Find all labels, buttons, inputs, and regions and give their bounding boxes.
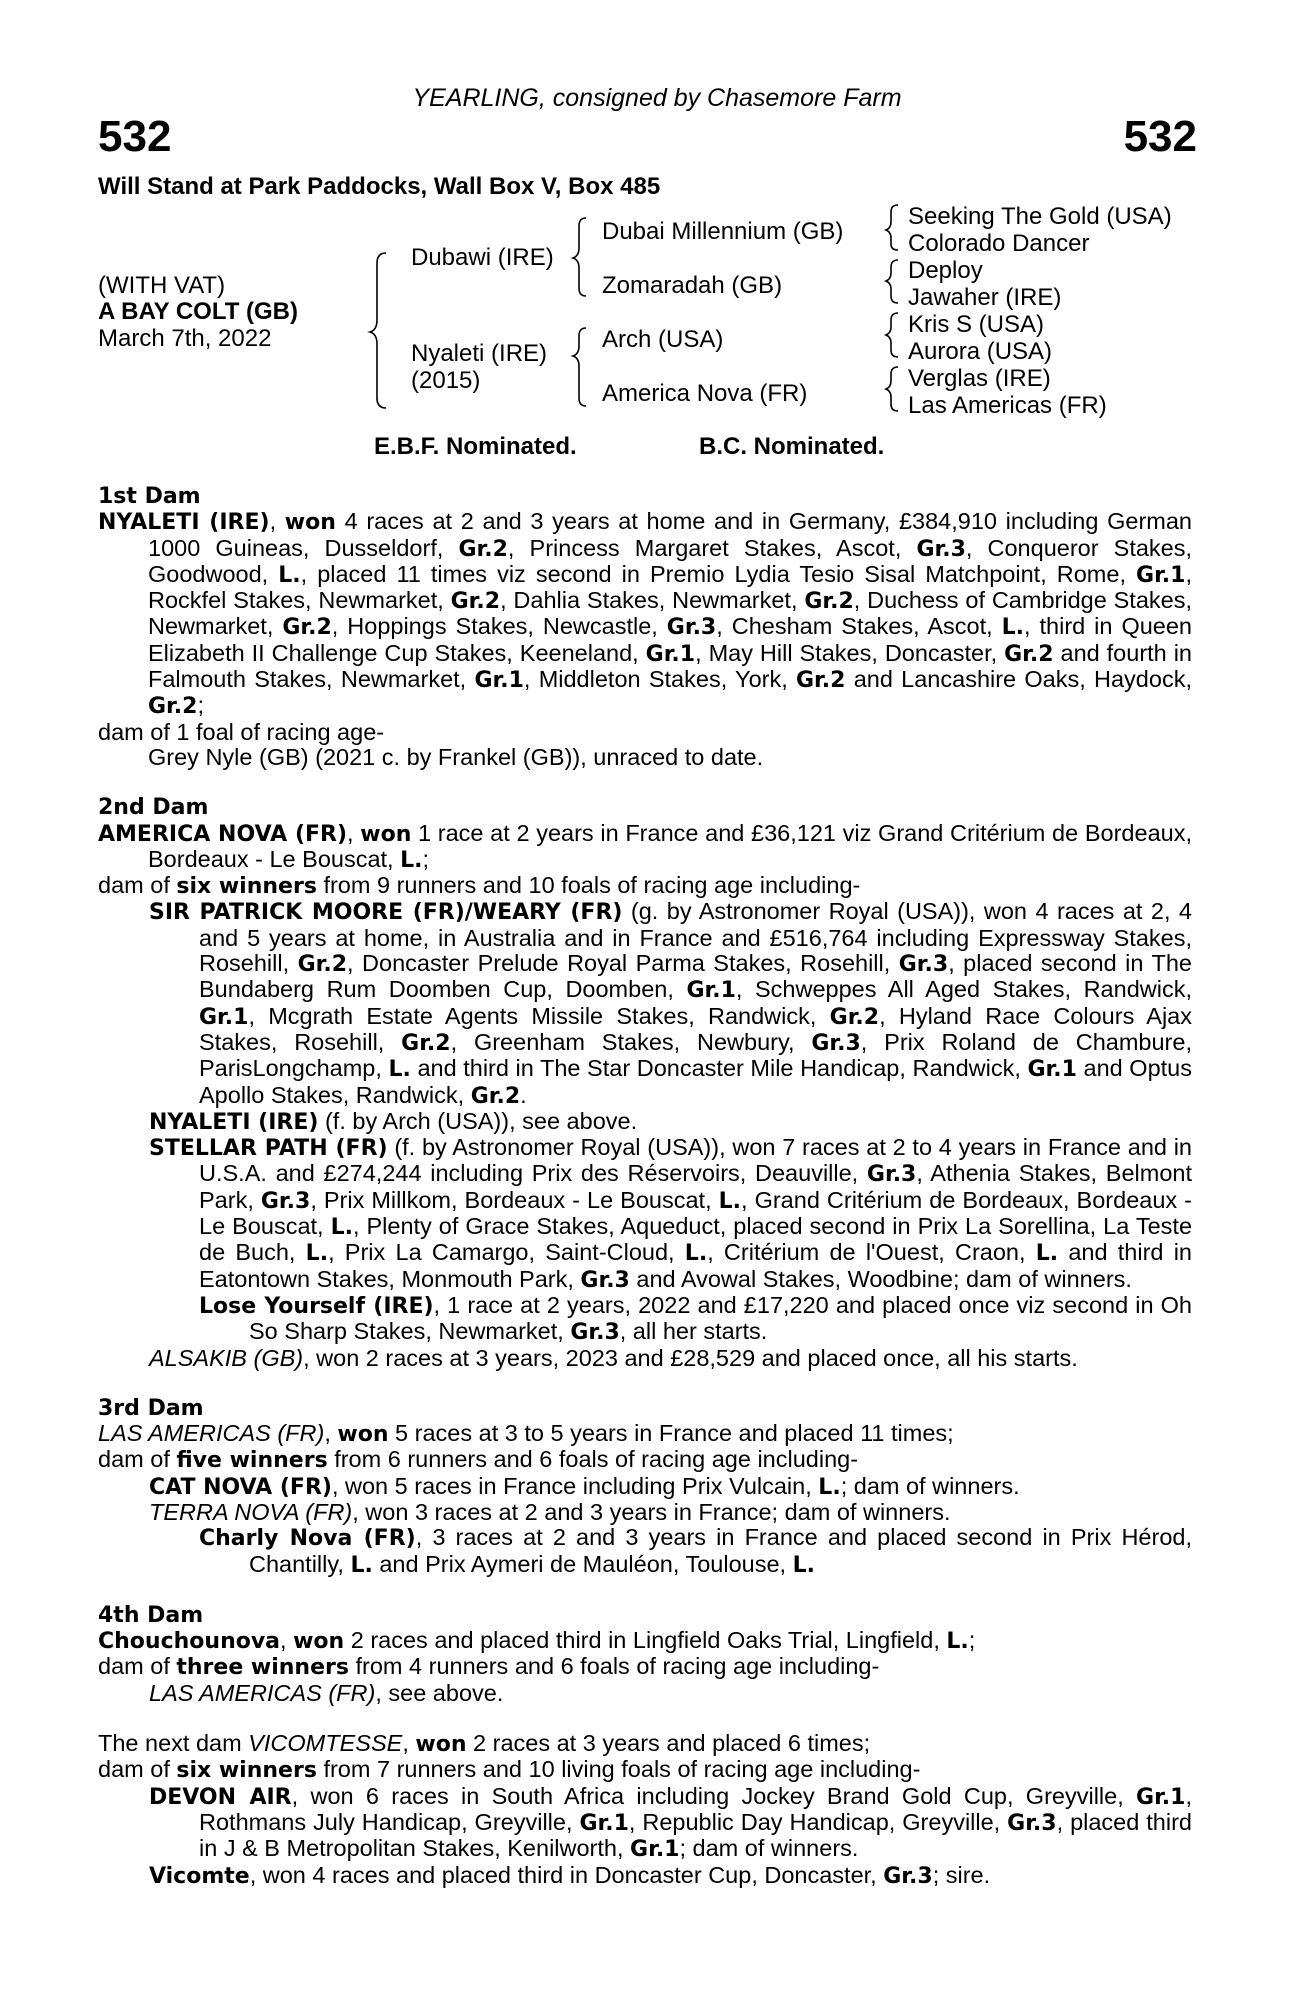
- pedigree-g5: Kris S (USA): [908, 311, 1045, 338]
- race-text: (g. by Astronomer Royal (USA)), won 4 races at 2, 4 and 5 years at home, in Australia and in France and £516,764 including Expressway Stakes, Rosehill,: [199, 898, 1192, 977]
- pedigree-sire-sire: Dubai Millennium (GB): [602, 218, 844, 245]
- race-text: (f. by Arch (USA)), see above.: [318, 1107, 638, 1134]
- race-text: , won 2 races at 3 years, 2023 and £28,529 and placed once, all his starts.: [303, 1344, 1078, 1371]
- won-label: won: [293, 1629, 345, 1655]
- fourth-dam-dam-of: [98, 1654, 1192, 1680]
- brace-dam: [573, 328, 586, 406]
- race-text: and Prix Aymeri de Mauléon, Toulouse,: [372, 1550, 793, 1577]
- grade-tag: Gr.2: [829, 1004, 880, 1030]
- first-dam-foal: Grey Nyle (GB) (2021 c. by Frankel (GB)), unraced to date.: [148, 743, 764, 770]
- second-dam-entry: AMERICA NOVA (FR), won 1 race at 2 years in France and £36,121 viz Grand Critérium de Bordeaux, Bordeaux - Le Bouscat, L.;: [98, 819, 1192, 873]
- grade-tag: Gr.3: [811, 1030, 861, 1056]
- race-text: , placed 11 times viz second in Premio Lydia Tesio Sisal Matchpoint, Rome,: [300, 560, 1137, 587]
- catalogue-body: [98, 484, 1192, 1889]
- progeny-terra-nova: [98, 1500, 1192, 1525]
- race-text: , won 3 races at 2 and 3 years in France; dam of winners.: [352, 1498, 951, 1525]
- race-text: , Doncaster Prelude Royal Parma Stakes, Rosehill,: [347, 950, 899, 977]
- bc-nomination: B.C. Nominated.: [699, 433, 885, 460]
- race-text: , third in Queen Elizabeth II Challenge Cup Stakes, Keeneland,: [148, 613, 1193, 666]
- next-dam-entry: [98, 1731, 1192, 1757]
- fourth-dam-entry: [98, 1628, 1192, 1654]
- race-text: and fourth in Falmouth Stakes, Newmarket,: [148, 639, 1192, 693]
- race-text: , Rockfel Stakes, Newmarket,: [148, 560, 1192, 614]
- winners-count: three winners: [176, 1655, 349, 1681]
- stand-location: Will Stand at Park Paddocks, Wall Box V, Box 485: [98, 173, 661, 200]
- progeny-nyaleti: [98, 1109, 1192, 1135]
- grade-tag: Gr.1: [1136, 562, 1186, 588]
- race-text: , won 6 races in South Africa including Jockey Brand Gold Cup, Greyville,: [291, 1782, 1137, 1809]
- race-text: ;: [422, 845, 430, 872]
- race-text: , all her starts.: [619, 1318, 768, 1345]
- race-text: 2 races and placed third in Lingfield Oaks Trial, Lingfield,: [344, 1627, 947, 1654]
- progeny-lose-yourself: [98, 1293, 1192, 1346]
- race-text: , Greenham Stakes, Newbury,: [450, 1028, 812, 1055]
- pedigree-g8: Las Americas (FR): [908, 392, 1107, 419]
- race-text: , won 4 races and placed third in Doncaster Cup, Doncaster,: [249, 1861, 884, 1888]
- brace-g3: [886, 313, 898, 357]
- brace-g4: [886, 367, 898, 411]
- dam-of-text: dam of: [98, 1446, 177, 1473]
- progeny-name: NYALETI (IRE): [149, 1109, 319, 1135]
- third-dam-entry: [98, 1421, 1192, 1447]
- grade-tag: Gr.1: [1027, 1057, 1077, 1083]
- horse-name: A BAY COLT (GB): [98, 298, 299, 325]
- lot-number-left: 532: [98, 112, 172, 161]
- race-text: , Rothmans July Handicap, Greyville,: [199, 1782, 1192, 1835]
- race-text: , won 5 races in France including Prix Vulcain,: [331, 1472, 819, 1499]
- race-text: ; dam of winners.: [679, 1835, 859, 1862]
- dam-of-text: dam of: [98, 1756, 177, 1783]
- listed-tag: L.: [350, 1552, 373, 1578]
- race-text: 2 races at 3 years and placed 6 times;: [466, 1730, 871, 1757]
- pedigree-g4: Jawaher (IRE): [908, 284, 1062, 311]
- grade-tag: Gr.2: [148, 694, 198, 720]
- progeny-name: DEVON AIR: [149, 1784, 292, 1810]
- pedigree-dam-year: (2015): [411, 367, 481, 394]
- race-text: ;: [968, 1627, 976, 1654]
- brace-sire: [573, 218, 586, 296]
- grade-tag: Gr.3: [1007, 1810, 1057, 1836]
- progeny-stellar-path: [98, 1135, 1192, 1293]
- race-text: 5 races at 3 to 5 years in France and placed 11 times;: [388, 1420, 954, 1447]
- race-text: , see above.: [375, 1679, 504, 1706]
- grade-tag: Gr.3: [898, 952, 949, 978]
- third-dam-dam-of: [98, 1447, 1192, 1473]
- next-dam-dam-of: [98, 1757, 1192, 1783]
- grade-tag: Gr.3: [570, 1320, 620, 1346]
- dam-of-text: dam of: [98, 1653, 177, 1680]
- race-text: , May Hill Stakes, Doncaster,: [695, 639, 1005, 666]
- race-text: , Prix Roland de Chambure, ParisLongchamp,: [199, 1028, 1192, 1082]
- dam-of-text: from 9 runners and 10 foals of racing age including-: [316, 872, 861, 899]
- race-text: ;: [197, 692, 204, 719]
- listed-tag: L.: [818, 1474, 841, 1500]
- grade-tag: Gr.3: [866, 1162, 917, 1188]
- grade-tag: Gr.1: [686, 978, 736, 1004]
- race-text: , Republic Day Handicap, Greyville,: [628, 1808, 1008, 1835]
- listed-tag: L.: [305, 1241, 329, 1267]
- dam-of-text: from 6 runners and 6 foals of racing age including-: [327, 1446, 859, 1473]
- won-label: won: [360, 821, 412, 847]
- third-dam-name: LAS AMERICAS (FR): [98, 1420, 325, 1447]
- brace-g2: [886, 260, 898, 303]
- progeny-vicomte: [98, 1863, 1192, 1889]
- grade-tag: Gr.3: [580, 1267, 630, 1293]
- progeny-alsakib: [98, 1346, 1192, 1371]
- race-text: , Conqueror Stakes, Goodwood,: [148, 534, 1193, 587]
- race-text: , Hoppings Stakes, Newcastle,: [331, 613, 667, 640]
- progeny-name: LAS AMERICAS (FR): [149, 1679, 376, 1706]
- grade-tag: Gr.2: [470, 1083, 521, 1109]
- listed-tag: L.: [1035, 1241, 1059, 1267]
- winners-count: six winners: [176, 874, 317, 900]
- race-text: , Schweppes All Aged Stakes, Randwick,: [735, 976, 1192, 1003]
- progeny-name: STELLAR PATH (FR): [149, 1136, 388, 1162]
- race-text: , placed third in J & B Metropolitan Stakes, Kenilworth,: [199, 1808, 1192, 1862]
- race-text: and Lancashire Oaks, Haydock,: [845, 666, 1192, 693]
- grade-tag: Gr.1: [1136, 1784, 1186, 1810]
- lot-number-right: 532: [1123, 112, 1197, 161]
- grade-tag: Gr.3: [883, 1863, 933, 1889]
- race-text: , Athenia Stakes, Belmont Park,: [199, 1160, 1192, 1213]
- won-label: won: [415, 1732, 467, 1758]
- grade-tag: Gr.3: [666, 615, 717, 641]
- fourth-dam-name: Chouchounova: [98, 1629, 281, 1655]
- pedigree-g3: Deploy: [908, 257, 983, 284]
- race-text: ,: [324, 1420, 338, 1447]
- grade-tag: Gr.2: [796, 668, 846, 694]
- pedigree-g1: Seeking The Gold (USA): [908, 203, 1172, 230]
- listed-tag: L.: [946, 1629, 969, 1655]
- listed-tag: L.: [388, 1057, 411, 1083]
- dam-of-text: from 7 runners and 10 living foals of racing age including-: [316, 1756, 921, 1783]
- brace-g1: [886, 205, 898, 250]
- progeny-cat-nova: [98, 1474, 1192, 1500]
- pedigree-sire: Dubawi (IRE): [411, 244, 554, 271]
- won-label: won: [337, 1422, 389, 1448]
- listed-tag: L.: [1001, 615, 1024, 641]
- first-dam-heading: 1st Dam: [98, 484, 201, 509]
- race-text: and Avowal Stakes, Woodbine; dam of winners.: [629, 1265, 1132, 1292]
- race-text: , Chesham Stakes, Ascot,: [716, 613, 1002, 640]
- race-text: .: [520, 1081, 527, 1108]
- pedigree-g6: Aurora (USA): [908, 338, 1053, 365]
- race-text: , Prix Millkom, Bordeaux - Le Bouscat,: [310, 1186, 719, 1213]
- grade-tag: Gr.1: [199, 1004, 249, 1030]
- progeny-name: SIR PATRICK MOORE (FR)/WEARY (FR): [149, 900, 623, 926]
- progeny-name: Lose Yourself (IRE): [199, 1293, 434, 1319]
- grade-tag: Gr.1: [579, 1810, 629, 1836]
- listed-tag: L.: [718, 1188, 742, 1214]
- listed-tag: L.: [684, 1241, 708, 1267]
- race-text: , Middleton Stakes, York,: [523, 666, 796, 693]
- race-text: and third in The Star Doncaster Mile Handicap, Randwick,: [410, 1055, 1028, 1082]
- grade-tag: Gr.1: [645, 641, 696, 667]
- grade-tag: Gr.2: [297, 952, 348, 978]
- progeny-name: TERRA NOVA (FR): [149, 1498, 353, 1525]
- progeny-las-americas: [98, 1681, 1192, 1706]
- dam-of-text: dam of: [98, 872, 177, 899]
- grade-tag: Gr.3: [260, 1188, 311, 1214]
- third-dam-heading: 3rd Dam: [98, 1395, 204, 1421]
- race-text: (f. by Astronomer Royal (USA)), won 7 races at 2 to 4 years in France and in U.S.A. and £274,244 including Prix des Réservoirs, Deauville,: [199, 1134, 1192, 1187]
- pedigree-sire-dam: Zomaradah (GB): [602, 272, 783, 299]
- race-text: , 1 race at 2 years, 2022 and £17,220 and placed once viz second in Oh So Sharp Stakes, Newmarket,: [249, 1291, 1192, 1345]
- progeny-name: Charly Nova (FR): [199, 1526, 416, 1552]
- won-label: won: [284, 510, 336, 536]
- race-text: ; sire.: [932, 1861, 991, 1888]
- race-text: , Duchess of Cambridge Stakes, Newmarket,: [148, 587, 1192, 640]
- race-text: 1 race at 2 years in France and £36,121 viz Grand Critérium de Bordeaux, Bordeaux - Le Bouscat,: [148, 819, 1192, 872]
- fourth-dam-heading: 4th Dam: [98, 1602, 204, 1628]
- race-text: , Princess Margaret Stakes, Ascot,: [507, 534, 917, 561]
- pedigree-dam-dam: America Nova (FR): [602, 380, 808, 407]
- grade-tag: Gr.1: [630, 1837, 680, 1863]
- grade-tag: Gr.1: [474, 668, 524, 694]
- winners-count: six winners: [176, 1758, 317, 1784]
- race-text: , placed second in The Bundaberg Rum Doomben Cup, Doomben,: [199, 950, 1192, 1003]
- vat-note: (WITH VAT): [98, 272, 226, 299]
- listed-tag: L.: [400, 847, 423, 873]
- race-text: , 3 races at 2 and 3 years in France and placed second in Prix Hérod, Chantilly,: [249, 1524, 1192, 1577]
- winners-count: five winners: [176, 1448, 328, 1474]
- second-dam-name: AMERICA NOVA (FR): [98, 821, 348, 847]
- foaling-date: March 7th, 2022: [98, 325, 272, 352]
- race-text: , Mcgrath Estate Agents Missile Stakes, Randwick,: [248, 1002, 830, 1029]
- race-text: , Dahlia Stakes, Newmarket,: [500, 587, 805, 614]
- second-dam-heading: 2nd Dam: [98, 795, 209, 821]
- race-text: , Grand Critérium de Bordeaux, Bordeaux - Le Bouscat,: [199, 1186, 1192, 1240]
- first-dam-dam-of: dam of 1 foal of racing age-: [98, 718, 385, 745]
- second-dam-dam-of: [98, 873, 1192, 899]
- race-text: , Critérium de l'Ouest, Craon,: [707, 1239, 1036, 1266]
- race-text: , Prix La Camargo, Saint-Cloud,: [328, 1239, 685, 1266]
- grade-tag: Gr.2: [804, 589, 854, 615]
- race-text: ,: [402, 1730, 416, 1757]
- race-text: ,: [280, 1627, 294, 1654]
- race-text: and Optus Apollo Stakes, Randwick,: [199, 1055, 1192, 1108]
- brace-gen1: [370, 253, 386, 408]
- race-text: ; dam of winners.: [840, 1472, 1020, 1499]
- progeny-charly-nova: [98, 1525, 1192, 1578]
- pedigree-g7: Verglas (IRE): [908, 365, 1051, 392]
- grade-tag: Gr.2: [458, 536, 508, 562]
- progeny-devon-air: [98, 1784, 1192, 1863]
- grade-tag: Gr.3: [916, 536, 966, 562]
- progeny-name: ALSAKIB (GB): [149, 1344, 304, 1371]
- listed-tag: L.: [330, 1215, 353, 1241]
- next-dam-name: VICOMTESSE: [248, 1730, 403, 1757]
- dam-of-text: from 4 runners and 6 foals of racing age including-: [348, 1653, 880, 1680]
- pedigree-dam-sire: Arch (USA): [602, 326, 724, 353]
- listed-tag: L.: [278, 562, 301, 588]
- grade-tag: Gr.2: [1004, 641, 1054, 667]
- race-text: , Hyland Race Colours Ajax Stakes, Rosehill,: [199, 1002, 1192, 1055]
- first-dam-name: NYALETI (IRE): [98, 510, 270, 536]
- ebf-nomination: E.B.F. Nominated.: [374, 433, 577, 460]
- consignor-line: YEARLING, consigned by Chasemore Farm: [412, 84, 902, 112]
- grade-tag: Gr.2: [450, 589, 501, 615]
- first-dam-entry: NYALETI (IRE), won 4 races at 2 and 3 years at home and in Germany, £384,910 including German 1000 Guineas, Dusseldorf, Gr.2, Princess Margaret Stakes, Ascot, Gr.3, Conqueror Stakes, Goodwood, L., placed 11 times viz second in Premio Lydia Tesio Sisal Matchpoint, Rome, Gr.1, Rockfel Stakes, Newmarket, Gr.2, Dahlia Stakes, Newmarket, Gr.2, Duchess of Cambridge Stakes, Newmarket, Gr.2, Hoppings Stakes, Newcastle, Gr.3, Chesham Stakes, Ascot, L., third in Queen Elizabeth II Challenge Cup Stakes, Keeneland, Gr.1, May Hill Stakes, Doncaster, Gr.2 and fourth in Falmouth Stakes, Newmarket, Gr.1, Middleton Stakes, York, Gr.2 and Lancashire Oaks, Haydock, Gr.2;: [98, 508, 1193, 720]
- race-text: 4 races at 2 and 3 years at home and in Germany, £384,910 including German 1000 Guineas, Dusseldorf,: [148, 508, 1192, 561]
- progeny-name: Vicomte: [149, 1863, 250, 1889]
- race-text: The next dam: [98, 1730, 249, 1757]
- race-text: , Plenty of Grace Stakes, Aqueduct, placed second in Prix La Sorellina, La Teste de Buch,: [199, 1213, 1193, 1266]
- progeny-sir-patrick-moore: [98, 899, 1192, 1108]
- progeny-name: CAT NOVA (FR): [149, 1474, 332, 1500]
- race-text: and third in Eatontown Stakes, Monmouth Park,: [199, 1239, 1192, 1292]
- grade-tag: Gr.2: [401, 1030, 451, 1056]
- grade-tag: Gr.2: [282, 615, 332, 641]
- pedigree-dam: Nyaleti (IRE): [411, 340, 548, 367]
- pedigree-g2: Colorado Dancer: [908, 230, 1090, 257]
- listed-tag: L.: [792, 1552, 815, 1578]
